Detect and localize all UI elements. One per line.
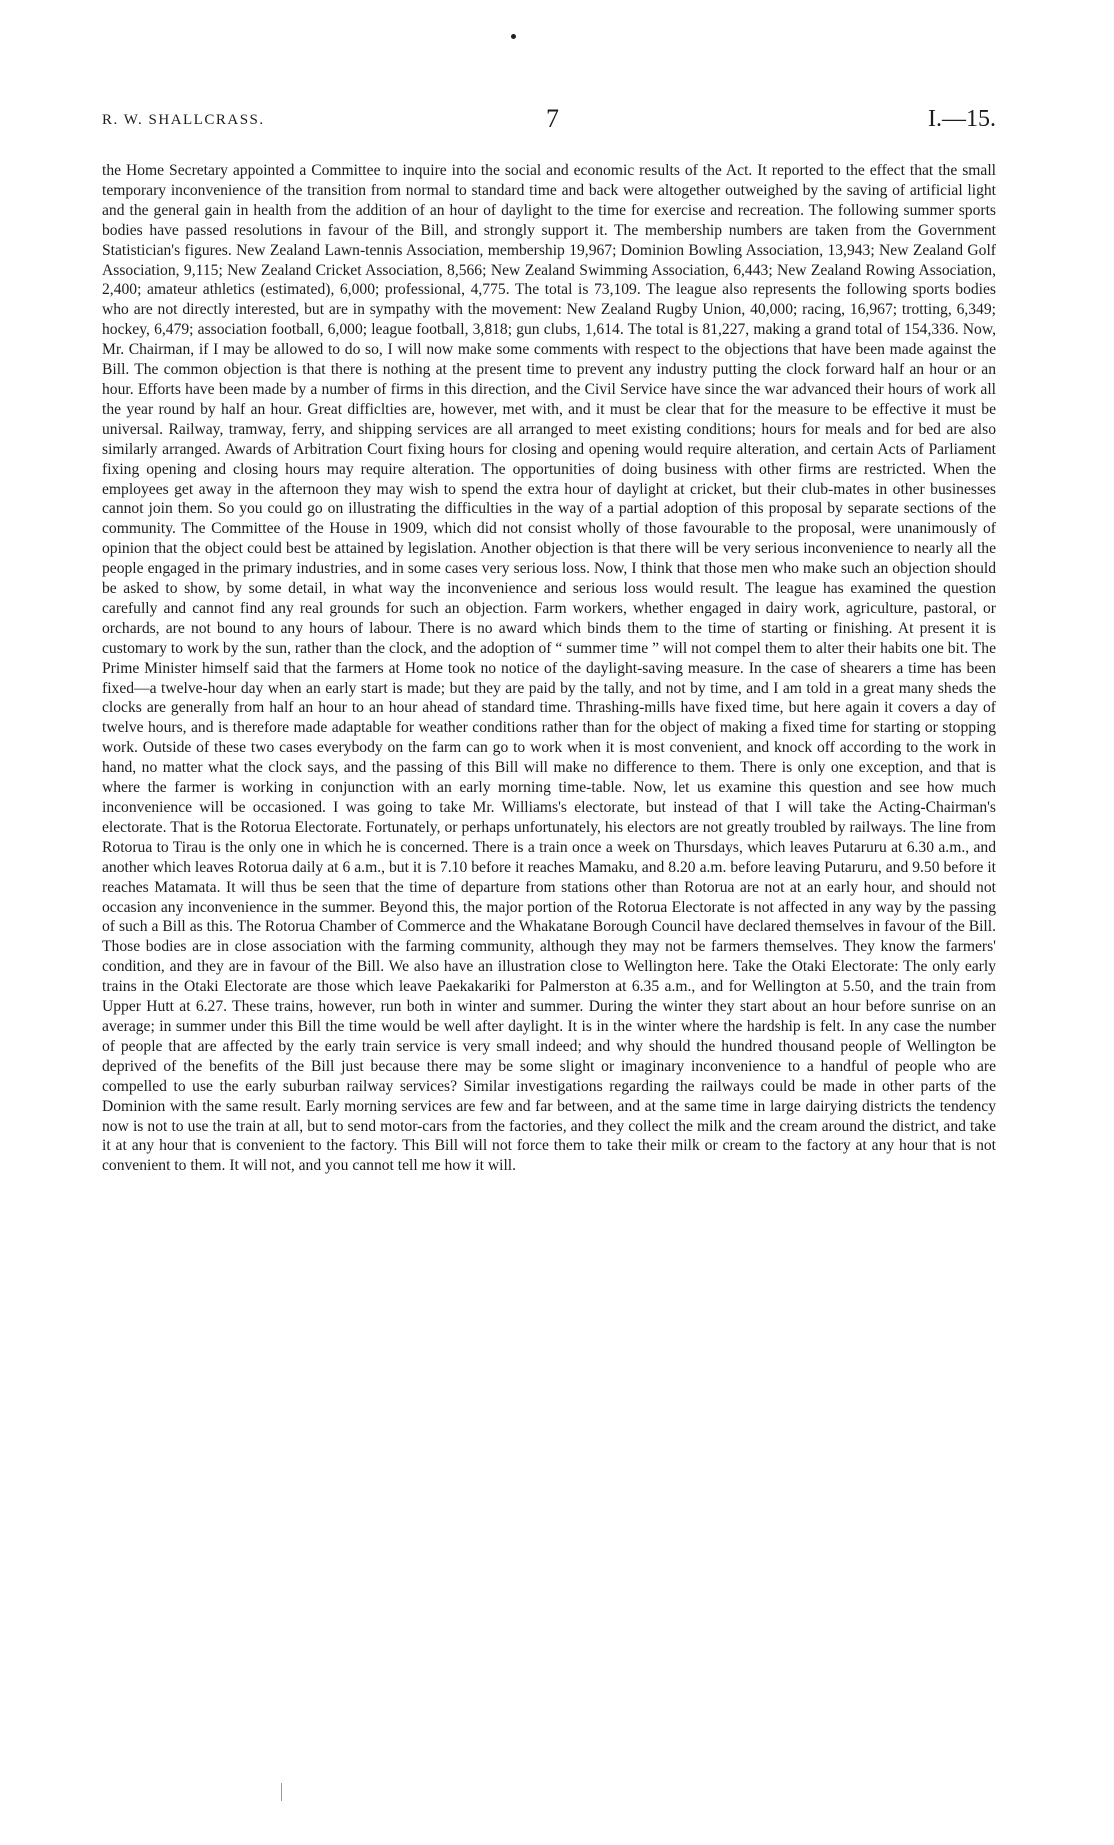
bottom-margin-mark	[281, 1783, 282, 1801]
page-number: 7	[546, 104, 559, 133]
header-author: R. W. SHALLCRASS.	[102, 112, 265, 128]
body-paragraph: the Home Secretary appointed a Committee to inquire into the social and economic results of the Act. It reported to the effect that the small temporary inconvenience of the transition from normal to standard time and back were altogether outweighed by the saving of artificial light and the general gain in health from the addition of an hour of daylight to the time for exercise and recreation. The following summer sports bodies have passed resolutions in favour of the Bill, and strongly support it. The membership numbers are taken from the Government Statistician's figures. New Zealand Lawn-tennis Association, membership 19,967; Dominion Bowling Association, 13,943; New Zealand Golf Association, 9,115; New Zealand Cricket Association, 8,566; New Zealand Swimming Association, 6,443; New Zealand Rowing Association, 2,400; amateur athletics (estimated), 6,000; professional, 4,775. The total is 73,109. The league also represents the following sports bodies who are not directly interested, but are in sympathy with the movement: New Zealand Rugby Union, 40,000; racing, 16,967; trotting, 6,349; hockey, 6,479; association football, 6,000; league football, 3,818; gun clubs, 1,614. The total is 81,227, making a grand total of 154,336. Now, Mr. Chairman, if I may be allowed to do so, I will now make some comments with respect to the objections that have been made against the Bill. The common objection is that there is nothing at the present time to prevent any industry putting the clock forward half an hour or an hour. Efforts have been made by a number of firms in this direction, and the Civil Service have since the war advanced their hours of work all the year round by half an hour. Great difficlties are, however, met with, and it must be clear that for the measure to be effective it must be universal. Railway, tramway, ferry, and shipping services are all arranged to meet existing conditions; hours for meals and for bed are also similarly arranged. Awards of Arbitration Court fixing hours for closing and opening would require alteration, and certain Acts of Parliament fixing opening and closing hours may require alteration. The opportunities of doing business with other firms are restricted. When the employees get away in the afternoon they may wish to spend the extra hour of daylight at cricket, but their club-mates in other businesses cannot join them. So you could go on illustrating the difficulties in the way of a partial adoption of this proposal by separate sections of the community. The Committee of the House in 1909, which did not consist wholly of those favourable to the proposal, were unanimously of opinion that the object could best be attained by legislation. Another objection is that there will be very serious inconvenience to nearly all the people engaged in the primary industries, and in some cases very serious loss. Now, I think that those men who make such an objection should be asked to show, by some detail, in what way the inconvenience and serious loss would result. The league has examined the question carefully and cannot find any real grounds for such an objection. Farm workers, whether engaged in dairy work, agriculture, pastoral, or orchards, are not bound to any hours of labour. There is no award which binds them to the time of starting or finishing. At present it is customary to work by the sun, rather than the clock, and the adoption of “ summer time ” will not compel them to alter their habits one bit. The Prime Minister himself said that the farmers at Home took no notice of the daylight-saving measure. In the case of shearers a time has been fixed—a twelve-hour day when an early start is made; but they are paid by the tally, and not by time, and I am told in a great many sheds the clocks are generally from half an hour to an hour ahead of standard time. Thrashing-mills have fixed time, but here again it covers a day of twelve hours, and is therefore made adaptable for weather conditions rather than for the object of making a fixed time for starting or stopping work. Outside of these two cases everybody on the farm can go to work when it is most convenient, and knock off according to the work in hand, no matter what the clock says, and the passing of this Bill will make no difference to them. There is only one exception, and that is where the farmer is working in conjunction with an early morning time-table. Now, let us examine this question and see how much inconvenience will be occasioned. I was going to take Mr. Williams's electorate, but instead of that I will take the Acting-Chairman's electorate. That is the Rotorua Electorate. Fortunately, or perhaps unfortunately, his electors are not greatly troubled by railways. The line from Rotorua to Tirau is the only one in which he is concerned. There is a train once a week on Thursdays, which leaves Putaruru at 6.30 a.m., and another which leaves Rotorua daily at 6 a.m., but it is 7.10 before it reaches Mamaku, and 8.20 a.m. before leaving Putaruru, and 9.50 before it reaches Matamata. It will thus be seen that the time of departure from stations other than Rotorua are not at an early hour, and should not occasion any inconvenience in the summer. Beyond this, the major portion of the Rotorua Electorate is not affected in any way by the passing of such a Bill as this. The Rotorua Chamber of Commerce and the Whakatane Borough Council have declared themselves in favour of the Bill. Those bodies are in close association with the farming community, although they may not be farmers themselves. They know the farmers' condition, and they are in favour of the Bill. We also have an illustration close to Wellington here. Take the Otaki Electorate: The only early trains in the Otaki Electorate are those which leave Paekakariki for Palmerston at 6.35 a.m., and for Wellington at 5.50, and the train from Upper Hutt at 6.27. These trains, however, run both in winter and summer. During the winter they start about an hour before sunrise on an average; in summer under this Bill the time would be well after daylight. It is in the winter where the hardship is felt. In any case the number of people that are affected by the early train service is very small indeed; and why should the hundred thousand people of Wellington be deprived of the benefits of the Bill just because there may be some slight or imaginary inconvenience to a handful of people who are compelled to use the early suburban railway services? Similar investigations regarding the railways could be made in other parts of the Dominion with the same result. Early morning services are few and far between, and at the same time in large dairying districts the tendency now is not to use the train at all, but to send motor-cars from the factories, and they collect the milk and the cream around the district, and take it at any hour that is convenient to the factory. This Bill will not force them to take their milk or cream to the factory at any hour that is not convenient to them. It will not, and you cannot tell me how it will.	[102, 162, 996, 1175]
page-header	[102, 104, 996, 136]
top-ink-dot	[511, 34, 516, 39]
document-reference: I.—15.	[928, 106, 996, 132]
